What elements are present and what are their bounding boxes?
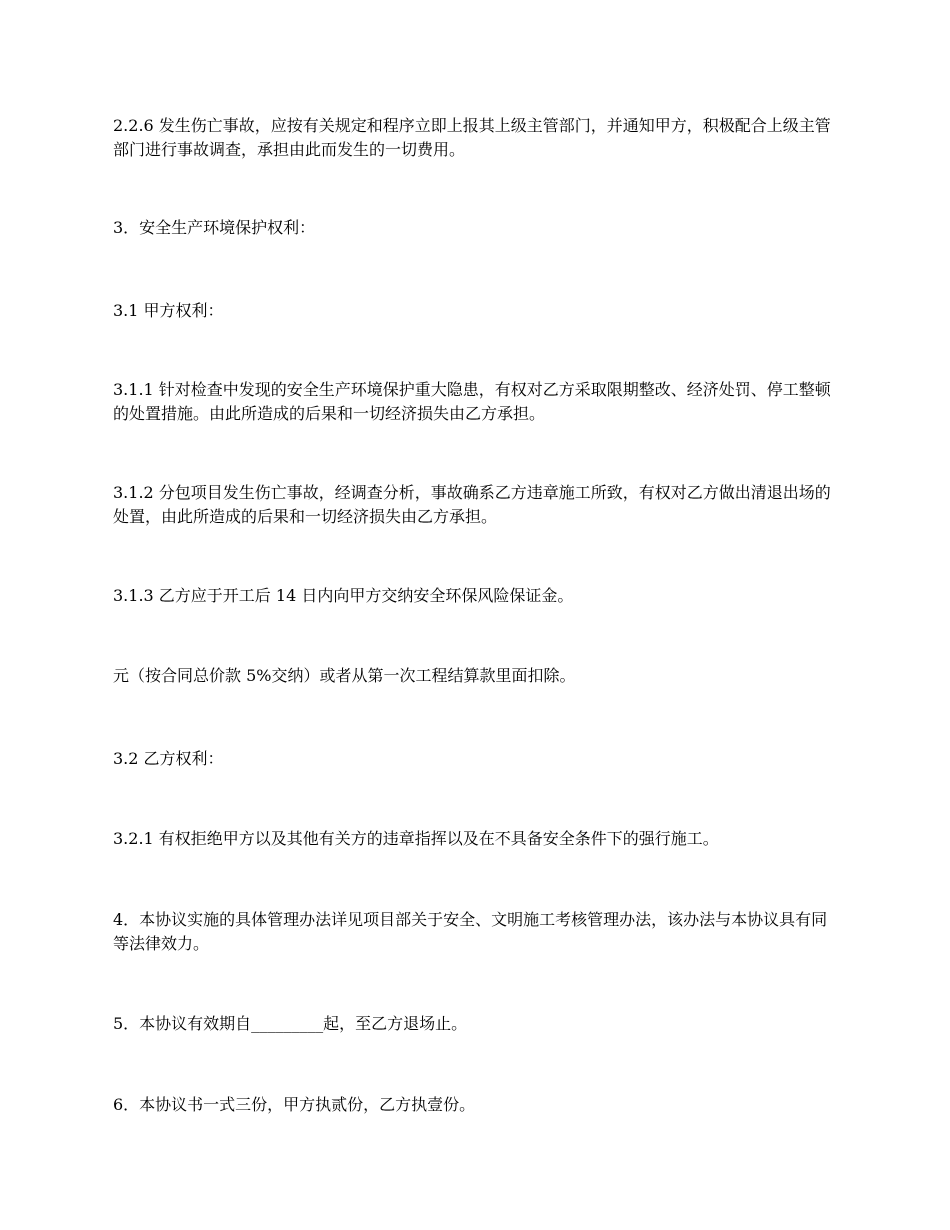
paragraph-3-2-1: 3.2.1 有权拒绝甲方以及其他有关方的违章指挥以及在不具备安全条件下的强行施工。 [113,829,719,848]
paragraph-6: 6．本协议书一式三份，甲方执贰份，乙方执壹份。 [113,1095,476,1114]
paragraph-3-1-3: 3.1.3 乙方应于开工后 14 日内向甲方交纳安全环保风险保证金。 [113,586,574,605]
paragraph-3-2-heading: 3.2 乙方权利： [113,749,224,768]
paragraph-3-heading: 3．安全生产环境保护权利： [113,218,316,237]
paragraph-3-1-heading: 3.1 甲方权利： [113,301,224,320]
paragraph-4: 4．本协议实施的具体管理办法详见项目部关于安全、文明施工考核管理办法，该办法与本协议具有同等法律效力。 [113,910,828,953]
paragraph-2-2-6: 2.2.6 发生伤亡事故，应按有关规定和程序立即上报其上级主管部门，并通知甲方，积极配合上级主管部门进行事故调查，承担由此而发生的一切费用。 [113,116,831,159]
paragraph-3-1-1: 3.1.1 针对检查中发现的安全生产环境保护重大隐患，有权对乙方采取限期整改、经济处罚、停工整顿的处置措施。由此所造成的后果和一切经济损失由乙方承担。 [113,380,831,423]
paragraph-deposit-note: 元（按合同总价款 5%交纳）或者从第一次工程结算款里面扣除。 [113,666,576,685]
paragraph-3-1-2: 3.1.2 分包项目发生伤亡事故，经调查分析，事故确系乙方违章施工所致，有权对乙方做出清退出场的处置，由此所造成的后果和一切经济损失由乙方承担。 [113,483,831,526]
paragraph-5: 5．本协议有效期自_________起，至乙方退场止。 [113,1014,468,1033]
